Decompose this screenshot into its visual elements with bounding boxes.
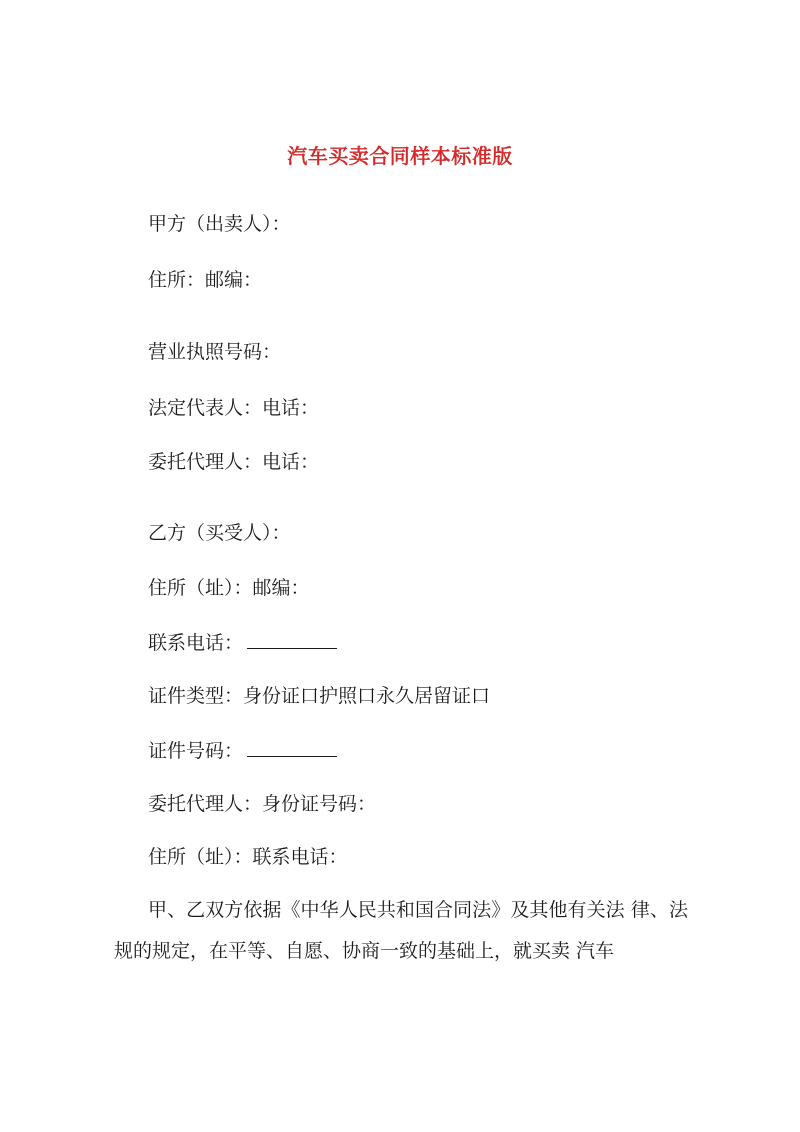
party-a-heading: 甲方（出卖人）： [148, 213, 291, 235]
party-b-id-number-row [148, 738, 337, 763]
id-number-blank-line [247, 738, 337, 757]
contract-preamble-paragraph: 甲、乙双方依据《中华人民共和国合同法》及其他有关法 律、法规的规定，在平等、自愿、协商一致的基础上，就买卖 汽车 [114, 899, 688, 962]
party-b-agent-address: 住所（址）：联系电话： [148, 846, 348, 868]
party-a-agent: 委托代理人：电话： [148, 451, 320, 473]
party-b-address: 住所（址）：邮编： [148, 577, 310, 599]
phone-blank-line [247, 630, 337, 649]
party-a-legal-rep: 法定代表人：电话： [148, 397, 320, 419]
party-b-phone-label: 联系电话： [148, 632, 244, 654]
party-b-heading: 乙方（买受人）： [148, 522, 291, 544]
party-b-id-number-label: 证件号码： [148, 740, 244, 762]
party-b-id-type: 证件类型：身份证口护照口永久居留证口 [148, 685, 491, 707]
document-title: 汽车买卖合同样本标准版 [287, 144, 513, 168]
party-a-license: 营业执照号码： [148, 341, 282, 363]
party-b-agent-id: 委托代理人：身份证号码： [148, 793, 377, 815]
party-b-phone-row [148, 630, 337, 655]
party-a-address: 住所：邮编： [148, 269, 263, 291]
